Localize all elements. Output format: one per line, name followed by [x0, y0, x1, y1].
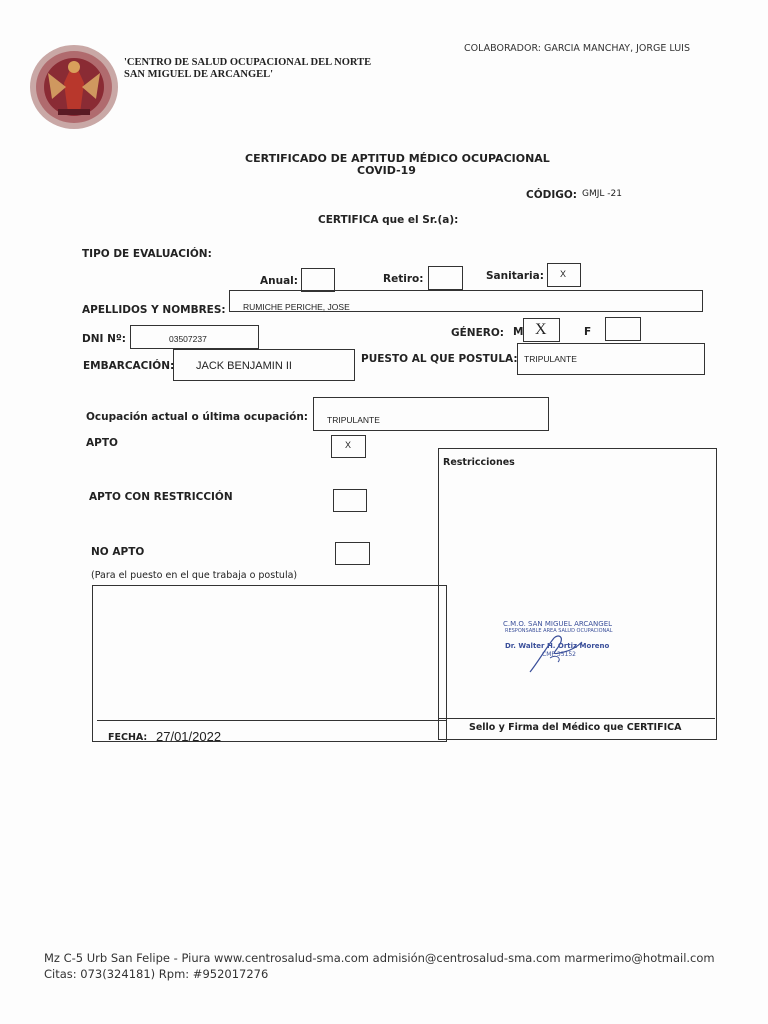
footer-contact-line: Citas: 073(324181) Rpm: #952017276: [44, 967, 269, 981]
certificate-subtitle: COVID-19: [357, 164, 416, 177]
date-value: 27/01/2022: [156, 729, 222, 744]
saint-michael-seal-logo: [28, 43, 120, 131]
doctor-stamp: [500, 620, 625, 664]
stamp-line1: C.M.O. SAN MIGUEL ARCANGEL: [503, 620, 613, 628]
footer-address-line: Mz C-5 Urb San Felipe - Piura www.centrosalud-sma.com admisión@centrosalud-sma.com marmerimo@hotmail.com: [44, 951, 715, 965]
position-field[interactable]: TRIPULANTE: [517, 343, 705, 375]
apto-checkbox[interactable]: X: [331, 435, 366, 458]
stamp-line3: Dr. Walter H. Ortiz Moreno: [505, 642, 610, 650]
certificate-title: CERTIFICADO DE APTITUD MÉDICO OCUPACIONAL: [245, 152, 550, 165]
names-field[interactable]: RUMICHE PERICHE, JOSE: [229, 290, 703, 312]
signature-label: Sello y Firma del Médico que CERTIFICA: [469, 722, 682, 733]
gender-m-label: M: [513, 326, 524, 338]
code-label: CÓDIGO:: [526, 189, 577, 201]
restrictions-box: [438, 448, 717, 740]
anual-label: Anual:: [260, 275, 298, 287]
gender-label: GÉNERO:: [451, 327, 504, 339]
apto-label: APTO: [86, 437, 118, 449]
retiro-checkbox[interactable]: [428, 266, 463, 290]
sanitaria-label: Sanitaria:: [486, 270, 544, 282]
occupation-field[interactable]: TRIPULANTE: [313, 397, 549, 431]
position-label: PUESTO AL QUE POSTULA:: [361, 353, 518, 365]
gender-m-checkbox[interactable]: X: [523, 318, 560, 342]
code-value: GMJL -21: [582, 189, 622, 199]
restricted-label: APTO CON RESTRICCIÓN: [89, 491, 233, 503]
restrictions-label: Restricciones: [443, 457, 515, 468]
center-name-line1: 'CENTRO DE SALUD OCUPACIONAL DEL NORTE: [124, 57, 372, 68]
sanitaria-checkbox[interactable]: X: [547, 263, 581, 287]
stamp-line4: CMP 35152: [542, 651, 576, 658]
collaborator-line: COLABORADOR: GARCIA MANCHAY, JORGE LUIS: [464, 43, 690, 54]
anual-checkbox[interactable]: [301, 268, 335, 292]
date-label: FECHA:: [108, 732, 148, 743]
retiro-label: Retiro:: [383, 273, 424, 285]
dni-label: DNI Nº:: [82, 333, 126, 345]
observations-box: [92, 585, 447, 742]
gender-f-checkbox[interactable]: [605, 317, 641, 341]
restricted-checkbox[interactable]: [333, 489, 367, 512]
certifica-text: CERTIFICA que el Sr.(a):: [318, 214, 459, 226]
occupation-label: Ocupación actual o última ocupación:: [86, 411, 309, 423]
no-apto-label: NO APTO: [91, 546, 145, 558]
evaluation-type-label: TIPO DE EVALUACIÓN:: [82, 248, 212, 260]
no-apto-checkbox[interactable]: [335, 542, 370, 565]
vessel-label: EMBARCACIÓN:: [83, 360, 175, 372]
dni-field[interactable]: 03507237: [130, 325, 259, 349]
signature-separator: [439, 718, 715, 719]
date-separator: [97, 720, 447, 721]
names-label: APELLIDOS Y NOMBRES:: [82, 304, 226, 316]
stamp-line2: RESPONSABLE AREA SALUD OCUPACIONAL: [505, 628, 613, 634]
vessel-field[interactable]: JACK BENJAMIN II: [173, 349, 355, 381]
center-name-line2: SAN MIGUEL DE ARCANGEL': [124, 69, 274, 80]
handwritten-signature: [520, 628, 590, 674]
no-apto-note: (Para el puesto en el que trabaja o postula): [91, 570, 298, 581]
gender-f-label: F: [584, 326, 592, 338]
